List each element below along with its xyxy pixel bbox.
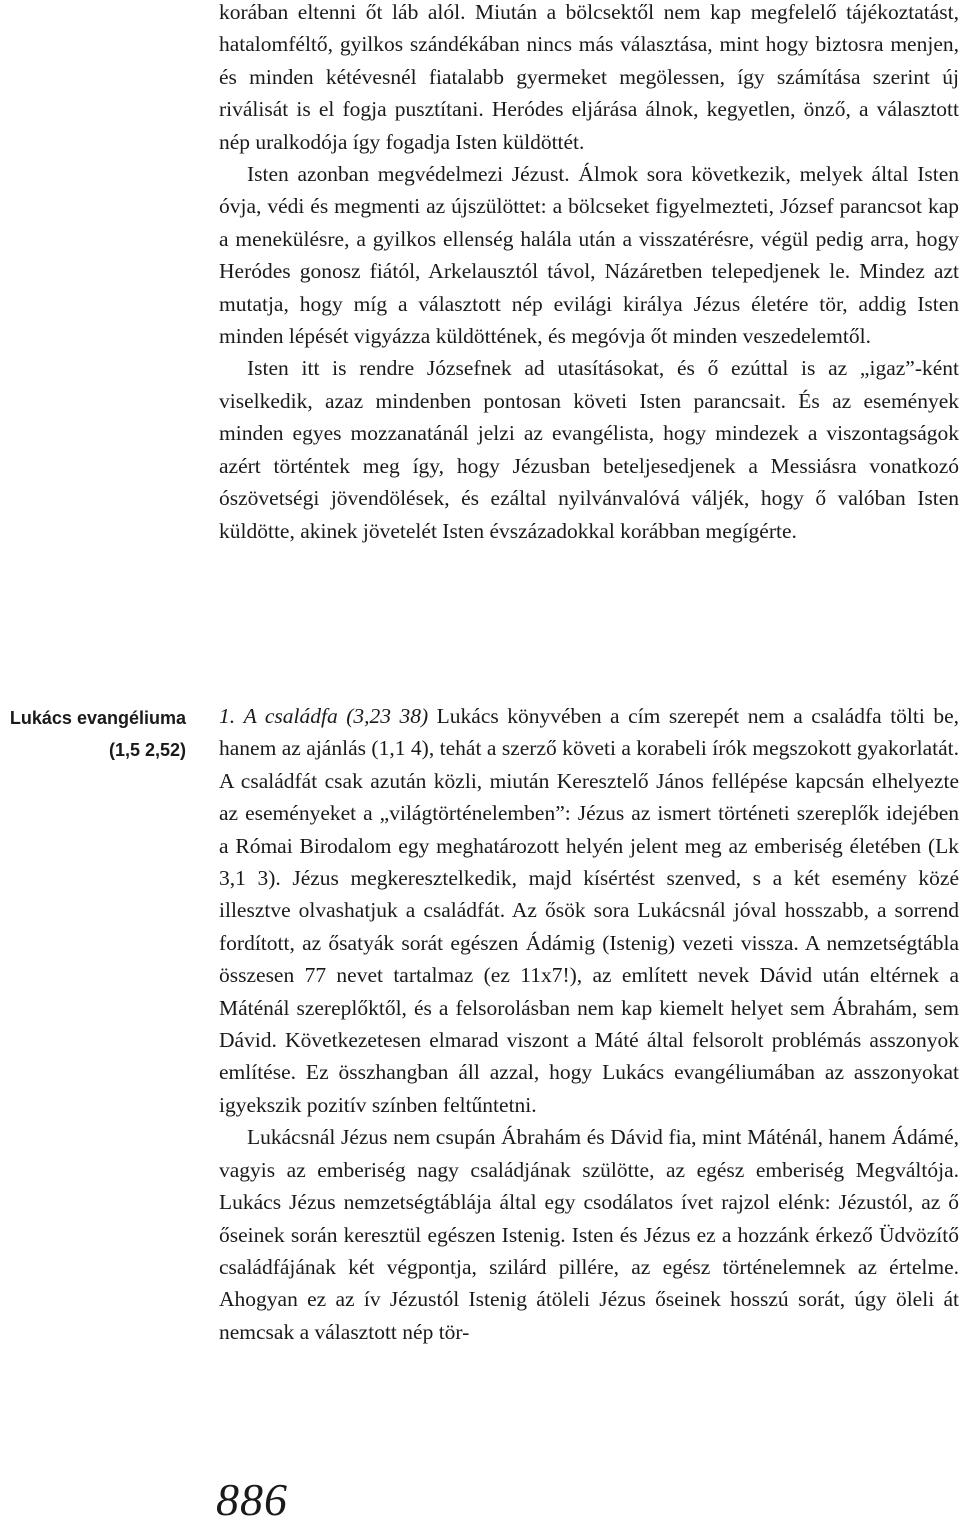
lower-text-block [219,700,959,1348]
margin-heading-range: (1,5 2,52) [108,740,186,760]
section-title: A családfa (3,23 38) [243,704,429,728]
upper-text-block [219,0,959,547]
body-paragraph: korában eltenni őt láb alól. Miután a bölcsektől nem kap megfelelő tájékoztatást, hatalomféltő, gyilkos szándékában nincs más választása, mint hogy biztosra menjen, és minden kétévesnél fiatalabb gyermeket megölessen, így számítása szerint új riválisát is el fogja pusztítani. Heródes eljárása álnok, kegyetlen, önző, a választott nép uralkodója így fogadja Isten küldöttét. [219,0,959,154]
section-body: Lukács könyvében a cím szerepét nem a családfa tölti be, hanem az ajánlás (1,1 4), tehát a szerző követi a korabeli írók megszokott gyakorlatát. A családfát csak azután közli, miután Keresztelő János fellépése kapcsán elhelyezte az eseményeket a „világtörténelemben”: Jézus az ismert történeti szereplők idejében a Római Birodalom egy meghatározott helyén jelent meg az emberiség életében (Lk 3,1 3). Jézus megkeresztelkedik, majd kísértést szenved, s a két esemény közé illesztve olvashatjuk a családfát. Az ősök sora Lukácsnál jóval hosszabb, a sorrend fordított, az ősatyák sorát egészen Ádámig (Istenig) vezeti vissza. A nemzetségtábla összesen 77 nevet tartalmaz (ez 11x7!), az említett nevek Dávid után eltérnek a Máténál szereplőktől, és a felsorolásban nem kap kiemelt helyet sem Ábrahám, sem Dávid. Következetesen elmarad viszont a Máté által felsorolt problémás asszonyok említése. Ez összhangban áll azzal, hogy Lukács evangéliumában az asszonyokat igyekszik pozitív színben feltűntetni. [219,704,960,1117]
section-paragraph [219,700,959,1121]
section-number: 1. [219,704,236,728]
body-paragraph: Isten azonban megvédelmezi Jézust. Álmok sora következik, melyek által Isten óvja, védi és megmenti az újszülöttet: a bölcseket figyelmezteti, József parancsot kap a menekülésre, a gyilkos ellenség halála után a visszatérésre, végül pedig arra, hogy Heródes gonosz fiától, Arkelausztól távol, Názáretben telepedjenek le. Mindez azt mutatja, hogy míg a választott nép evilági királya Jézus életére tör, addig Isten minden lépését vigyázza küldöttének, és megóvja őt minden veszedelemtől. [219,162,959,349]
page-number: 886 [216,1474,288,1525]
margin-heading [0,702,186,766]
body-paragraph: Isten itt is rendre Józsefnek ad utasításokat, és ő ezúttal is az „igaz”-ként viselkedik, azaz mindenben pontosan követi Isten parancsait. És az események minden egyes mozzanatánál jelzi az evangélista, hogy mindezek a viszontagságok azért történtek meg így, hogy Jézusban beteljesedjenek a Messiásra vonatkozó ószövetségi jövendölések, és ezáltal nyilvánvalóvá váljék, hogy ő valóban Isten küldötte, akinek jövetelét Isten évszázadokkal korábban megígérte. [219,356,959,543]
body-paragraph: Lukácsnál Jézus nem csupán Ábrahám és Dávid fia, mint Máténál, hanem Ádámé, vagyis az emberiség nagy családjának szülötte, az egész emberiség Megváltója. Lukács Jézus nemzetségtáblája által egy csodálatos ívet rajzol elénk: Jézustól, az ő őseinek során keresztül egészen Istenig. Isten és Jézus ez a hozzánk érkező Üdvözítő családfájának két végpontja, szilárd pillére, az egész történelemnek az értelme. Ahogyan ez az ív Jézustól Istenig átöleli Jézus őseinek hosszú sorát, úgy öleli át nemcsak a választott nép tör- [219,1125,959,1344]
margin-heading-title: Lukács evangéliuma [9,708,186,728]
